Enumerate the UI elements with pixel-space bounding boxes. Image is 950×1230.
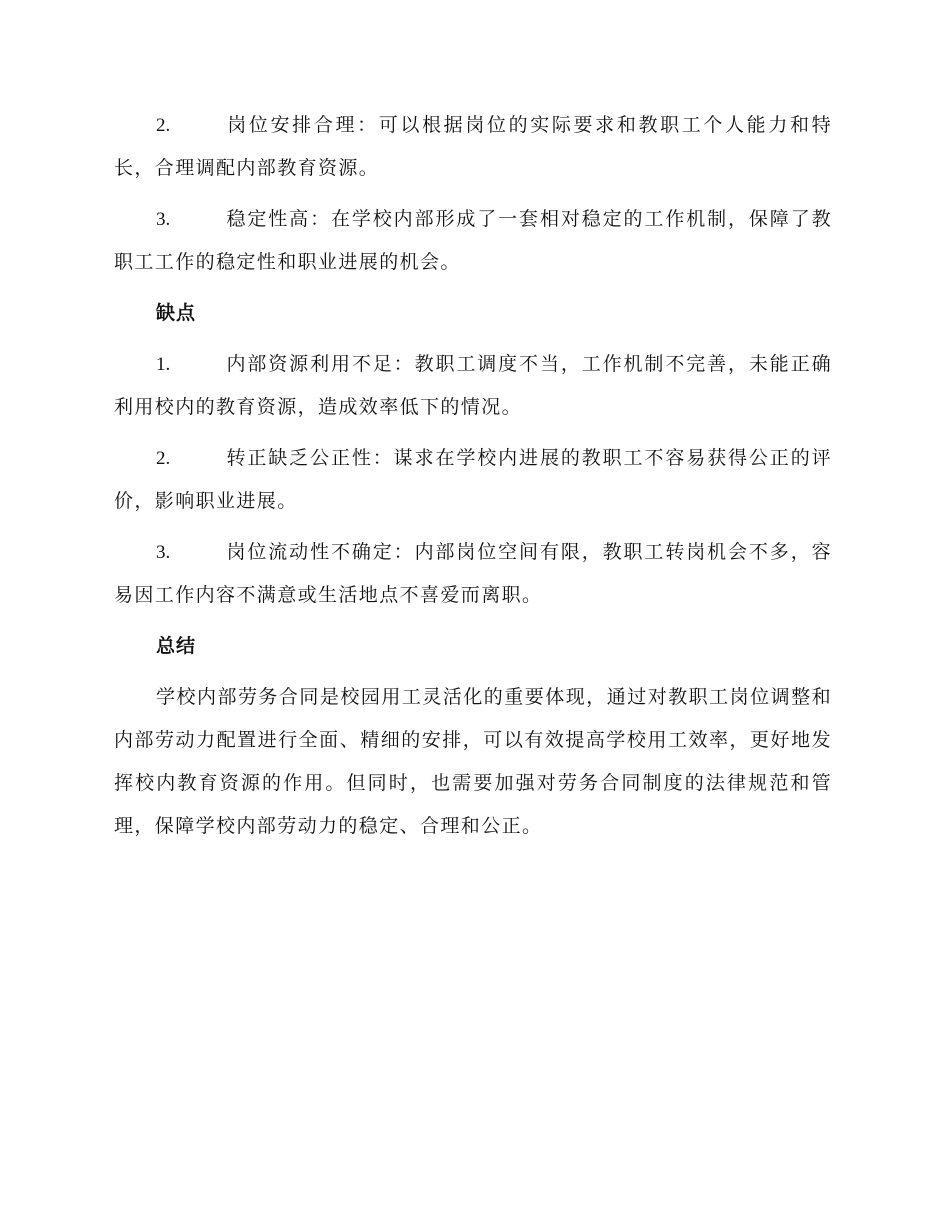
list-text: 转正缺乏公正性：谋求在学校内进展的教职工不容易获得公正的评价，影响职业进展。 (114, 447, 832, 512)
list-number: 1. (156, 354, 171, 375)
list-number: 2. (156, 115, 171, 136)
list-number: 2. (156, 448, 171, 469)
list-item-disadvantage-3 (114, 531, 832, 617)
document-body (114, 104, 832, 848)
list-text: 内部资源利用不足：教职工调度不当，工作机制不完善，未能正确利用校内的教育资源，造成效率低下的情况。 (114, 353, 832, 418)
list-item-disadvantage-2 (114, 437, 832, 523)
list-item-disadvantage-1 (114, 343, 832, 429)
section-heading-disadvantages: 缺点 (156, 302, 197, 324)
list-item-advantage-3 (114, 198, 832, 284)
section-heading-summary: 总结 (156, 635, 197, 657)
summary-paragraph: 学校内部劳务合同是校园用工灵活化的重要体现，通过对教职工岗位调整和内部劳动力配置进行全面、精细的安排，可以有效提高学校用工效率，更好地发挥校内教育资源的作用。但同时，也需要加强对劳务合同制度的法律规范和管理，保障学校内部劳动力的稳定、合理和公正。 (114, 686, 832, 837)
list-item-advantage-2 (114, 104, 832, 190)
list-text: 岗位流动性不确定：内部岗位空间有限，教职工转岗机会不多，容易因工作内容不满意或生活地点不喜爱而离职。 (114, 541, 832, 606)
list-text: 稳定性高：在学校内部形成了一套相对稳定的工作机制，保障了教职工工作的稳定性和职业进展的机会。 (114, 208, 832, 273)
list-number: 3. (156, 209, 171, 230)
list-number: 3. (156, 542, 171, 563)
list-text: 岗位安排合理：可以根据岗位的实际要求和教职工个人能力和特长，合理调配内部教育资源。 (114, 114, 832, 179)
